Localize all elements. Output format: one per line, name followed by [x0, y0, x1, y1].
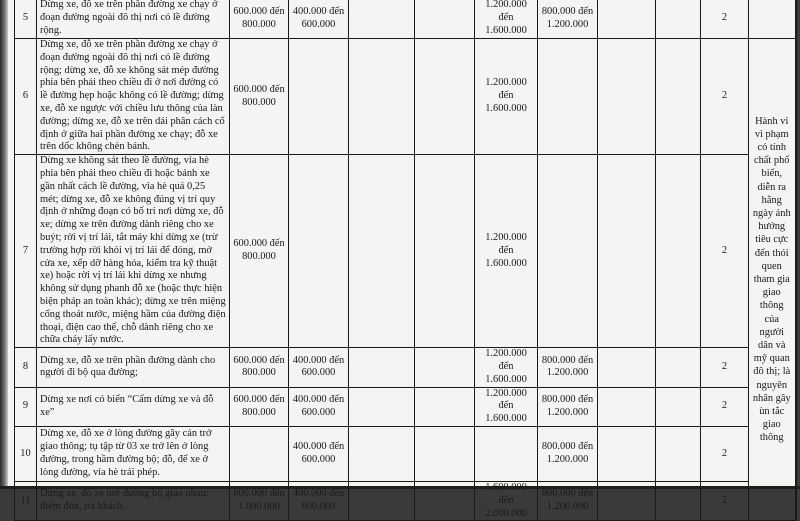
- row-number: 10: [15, 426, 37, 481]
- fine-amount: [538, 39, 598, 155]
- fine-amount: 1.200.000 đến 1.600.000: [475, 39, 538, 155]
- violation-description: Dừng xe nơi có biển “Cấm dừng xe và đỗ xe”: [37, 387, 230, 426]
- row-number: 6: [15, 39, 37, 155]
- fine-amount: 1.200.000 đến 1.600.000: [475, 387, 538, 426]
- fine-amount: [475, 426, 538, 481]
- fine-amount: 800.000 đến 1.200.000: [538, 348, 598, 387]
- fine-amount: 400.000 đến 600.000: [289, 348, 349, 387]
- fine-amount: [656, 348, 701, 387]
- fine-amount: [289, 155, 349, 348]
- fine-amount: [349, 155, 415, 348]
- fine-amount: 1.200.000 đến 1.600.000: [475, 348, 538, 387]
- fine-amount: 800.000 đến 1.200.000: [538, 0, 598, 39]
- fine-amount: [349, 426, 415, 481]
- row-number: 5: [15, 0, 37, 39]
- fine-amount: 600.000 đến 800.000: [230, 39, 289, 155]
- fine-amount: [415, 426, 475, 481]
- deducted-points: 2: [701, 348, 749, 387]
- fine-amount: [415, 348, 475, 387]
- table-row: [15, 0, 796, 39]
- violation-description: Dừng xe, đỗ xe nơi đường bộ giao nhau; điểm đón, trả khách.: [37, 481, 230, 520]
- fine-amount: [230, 426, 289, 481]
- fine-amount: [349, 39, 415, 155]
- table-row: [15, 155, 796, 348]
- fine-amount: [415, 0, 475, 39]
- violation-description: Dừng xe, đỗ xe trên phần đường dành cho người đi bộ qua đường;: [37, 348, 230, 387]
- row-number: 9: [15, 387, 37, 426]
- fine-amount: [598, 387, 656, 426]
- note-cell: [749, 0, 796, 39]
- fine-amount: [598, 481, 656, 520]
- row-number: 8: [15, 348, 37, 387]
- fine-amount: [415, 39, 475, 155]
- fine-amount: [656, 155, 701, 348]
- fine-amount: 600.000 đến 800.000: [230, 348, 289, 387]
- deducted-points: 2: [701, 0, 749, 39]
- fine-amount: [415, 481, 475, 520]
- fine-amount: [598, 348, 656, 387]
- fine-amount: [349, 348, 415, 387]
- fine-amount: [656, 39, 701, 155]
- deducted-points: 2: [701, 155, 749, 348]
- fine-amount: 400.000 đến 600.000: [289, 481, 349, 520]
- fine-amount: [656, 0, 701, 39]
- scan-left-edge: [0, 0, 8, 489]
- fine-amount: [656, 426, 701, 481]
- fine-amount: [598, 39, 656, 155]
- table-row: [15, 387, 796, 426]
- fine-amount: [598, 426, 656, 481]
- fine-amount: 400.000 đến 600.000: [289, 0, 349, 39]
- row-number: 7: [15, 155, 37, 348]
- fine-amount: [415, 387, 475, 426]
- row-number: 11: [15, 481, 37, 520]
- fine-amount: 400.000 đến 600.000: [289, 426, 349, 481]
- fine-amount: 800.000 đến 1.200.000: [538, 481, 598, 520]
- fine-amount: [598, 0, 656, 39]
- violation-description: Dừng xe, đỗ xe ở lòng đường gây cản trở giao thông; tụ tập từ 03 xe trở lên ở lòng đường, trong hầm đường bộ; đỗ, để xe ở lòng đường, vỉa hè trái phép.: [37, 426, 230, 481]
- fine-amount: [289, 39, 349, 155]
- table-row: [15, 426, 796, 481]
- fine-amount: 800.000 đến 1.200.000: [538, 387, 598, 426]
- violation-description: Dừng xe, đỗ xe trên phần đường xe chạy ở đoạn đường ngoài đô thị nơi có lề đường rộng; dừng xe, đỗ xe không sát mép đường phía bên phải theo chiều đi ở nơi đường có lề đường hẹp hoặc không có lề đường; dừng xe, đỗ xe ngược với chiều lưu thông của làn đường; dừng xe, đỗ xe trên dải phân cách cố định ở giữa hai phần đường xe chạy; đỗ xe trên dốc không chèn bánh.: [37, 39, 230, 155]
- table-row: [15, 39, 796, 155]
- note-cell: Hành vi vi phạm có tính chất phổ biến, diễn ra hằng ngày ảnh hưởng tiêu cực đến thói quen tham gia giao thông của người dân và mỹ quan đô thị; là nguyên nhân gây ùn tắc giao thông: [749, 39, 796, 521]
- fine-amount: 800.000 đến 1.200.000: [538, 426, 598, 481]
- fine-amount: [656, 481, 701, 520]
- fine-amount: [349, 481, 415, 520]
- violation-description: Dừng xe không sát theo lề đường, vỉa hè phía bên phải theo chiều đi hoặc bánh xe gần nhất cách lề đường, vỉa hè quá 0,25 mét; dừng xe, đỗ xe không đúng vị trí quy định ở những đoạn có bố trí nơi dừng xe, đỗ xe; dừng xe trên đường dành riêng cho xe buýt; rời vị trí lái, tắt máy khi dừng xe (trừ trường hợp rời khỏi vị trí lái để đóng, mở cửa xe, xếp dỡ hàng hóa, kiểm tra kỹ thuật xe) hoặc rời vị trí lái khi dừng xe nhưng không sử dụng phanh đỗ xe (hoặc thực hiện biện pháp an toàn khác); dừng xe trên miệng cống thoát nước, miệng hầm của đường điện thoại, điện cao thế, chỗ dành riêng cho xe chữa cháy lấy nước.: [37, 155, 230, 348]
- table-row: [15, 348, 796, 387]
- deducted-points: 2: [701, 426, 749, 481]
- deducted-points: 2: [701, 387, 749, 426]
- fine-amount: [415, 155, 475, 348]
- deducted-points: 2: [701, 481, 749, 520]
- table-row: [15, 481, 796, 520]
- fine-amount: 600.000 đến 800.000: [230, 387, 289, 426]
- fine-amount: [598, 155, 656, 348]
- fine-amount: 600.000 đến 800.000: [230, 0, 289, 39]
- penalty-table: [14, 0, 797, 521]
- fine-amount: 1.200.000 đến 1.600.000: [475, 0, 538, 39]
- fine-amount: 1.200.000 đến 1.600.000: [475, 155, 538, 348]
- fine-amount: 800.000 đến 1.000.000: [230, 481, 289, 520]
- fine-amount: [538, 155, 598, 348]
- fine-amount: 1.600.000 đến 2.000.000: [475, 481, 538, 520]
- fine-amount: 600.000 đến 800.000: [230, 155, 289, 348]
- violation-description: Dừng xe, đỗ xe trên phần đường xe chạy ở đoạn đường ngoài đô thị nơi có lề đường rộng.: [37, 0, 230, 39]
- fine-amount: [349, 0, 415, 39]
- fine-amount: 400.000 đến 600.000: [289, 387, 349, 426]
- fine-amount: [349, 387, 415, 426]
- deducted-points: 2: [701, 39, 749, 155]
- fine-amount: [656, 387, 701, 426]
